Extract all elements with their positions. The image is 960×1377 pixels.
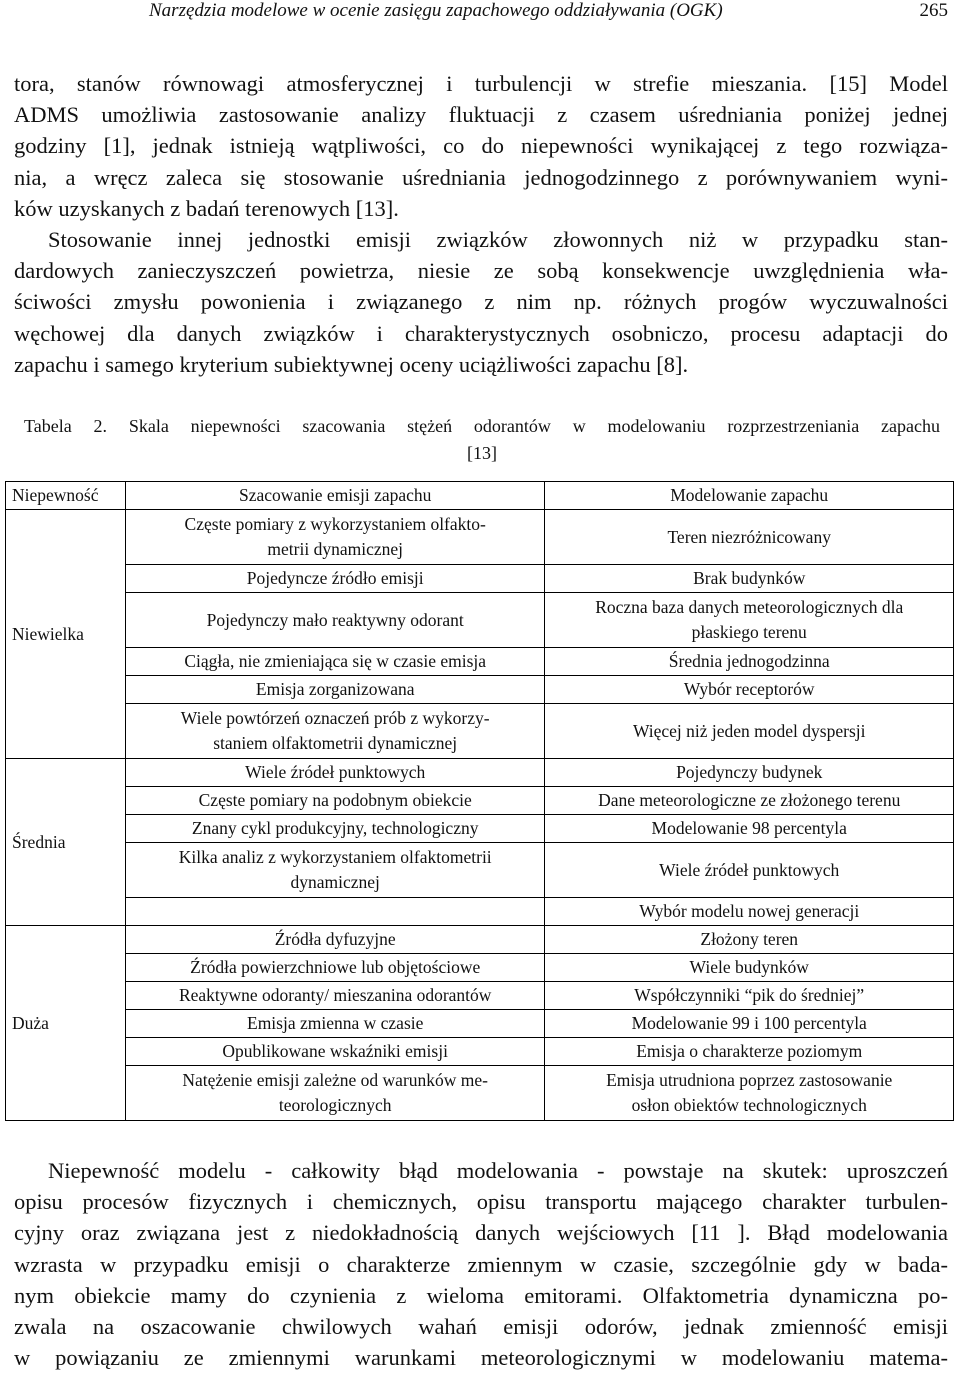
table-row [6, 565, 954, 593]
cell-text: Brak budynków [693, 568, 806, 588]
cell-text: Reaktywne odoranty/ mieszanina odorantów [178, 985, 492, 1005]
table-cell [545, 815, 954, 843]
table-row [6, 704, 954, 759]
table-cell [545, 843, 954, 898]
table-cell [545, 676, 954, 704]
table-row [6, 1010, 954, 1038]
cell-text: Złożony teren [700, 929, 799, 949]
uncertainty-table [5, 481, 954, 1121]
cell-text: Dane meteorologiczne ze złożonego terenu [598, 790, 901, 810]
text-line: ściwości zmysłu powonienia i związanego z nim np. różnych progów wyczuwalności [14, 289, 948, 315]
cell-text: Teren niezróżnicowany [667, 526, 831, 547]
table-cell [545, 565, 954, 593]
cell-text: Pojedynczy budynek [676, 762, 823, 782]
table-cell [545, 954, 954, 982]
text-line: opisu procesów fizycznych i chemicznych, opisu transportu mającego charakter turbulen- [14, 1189, 948, 1215]
level-high: Duża [6, 926, 126, 1121]
table-cell [545, 787, 954, 815]
table-cell [125, 759, 544, 787]
table-cell [545, 926, 954, 954]
cell-text: Modelowanie 99 i 100 percentyla [631, 1013, 867, 1033]
cell-text: Źródła powierzchniowe lub objętościowe [190, 957, 481, 977]
text-line: dardowych zanieczyszczeń powietrza, niesie ze sobą konsekwencje uwzględnienia wła- [14, 258, 948, 284]
table-cell [125, 704, 544, 759]
cell-text: Natężenie emisji zależne od warunków me- teorologicznych [182, 1070, 489, 1115]
cell-text: Pojedynczy mało reaktywny odorant [206, 609, 464, 630]
cell-text: Wiele źródeł punktowych [659, 859, 840, 880]
table-cell [125, 1010, 544, 1038]
cell-text: Średnia jednogodzinna [668, 651, 830, 671]
cell-text: Wiele powtórzeń oznaczeń prób z wykorzy- staniem olfaktometrii dynamicznej [180, 708, 490, 753]
page-number: 265 [919, 0, 948, 21]
table-cell [125, 648, 544, 676]
text-line: ADMS umożliwia zastosowanie analizy fluktuacji z czasem uśredniania poniżej jednej [14, 102, 948, 128]
table-cell [545, 648, 954, 676]
cell-text: Modelowanie 98 percentyla [651, 818, 847, 838]
cell-text: Opublikowane wskaźniki emisji [222, 1041, 448, 1061]
cell-text: Ciągła, nie zmieniająca się w czasie emisja [184, 651, 487, 671]
text-line: tora, stanów równowagi atmosferycznej i turbulencji w strefie mieszania. [15] Model [14, 71, 948, 96]
caption-line-2: [13] [467, 443, 497, 463]
text-line: w powiązaniu ze zmiennymi warunkami meteorologicznymi w modelowaniu matema- [14, 1345, 948, 1371]
table-cell [545, 1038, 954, 1066]
table-cell [125, 954, 544, 982]
table-cell [125, 787, 544, 815]
cell-text: Częste pomiary z wykorzystaniem olfakto- metrii dynamicznej [184, 514, 486, 559]
table-row [6, 1038, 954, 1066]
table-cell [125, 676, 544, 704]
table-cell [125, 815, 544, 843]
table-cell [545, 593, 954, 648]
cell-text: Emisja utrudniona poprzez zastosowanie osłon obiektów technologicznych [606, 1070, 893, 1115]
cell-text: Współczynniki “pik do średniej” [634, 985, 865, 1005]
paragraph-1 [14, 68, 948, 224]
table-cell [545, 759, 954, 787]
cell-text: Emisja zmienna w czasie [247, 1013, 424, 1033]
cell-text: Emisja zorganizowana [255, 679, 415, 699]
level-medium: Średnia [6, 759, 126, 926]
table-cell [545, 1010, 954, 1038]
text-line: Stosowanie innej jednostki emisji związków złowonnych niż w przypadku stan- [48, 227, 948, 252]
table-cell [125, 510, 544, 565]
running-header-title: Narzędzia modelowe w ocenie zasięgu zapachowego oddziaływania (OGK) [149, 0, 723, 21]
header-emission-estimation: Szacowanie emisji zapachu [125, 482, 544, 510]
cell-text: Więcej niż jeden model dyspersji [632, 720, 866, 741]
table-row [6, 648, 954, 676]
running-header [14, 0, 948, 28]
table-row [6, 510, 954, 565]
table-cell [545, 704, 954, 759]
table-cell [125, 843, 544, 898]
text-line: ków uzyskanych z badań terenowych [13]. [14, 195, 399, 221]
cell-text: Wybór receptorów [683, 679, 815, 699]
cell-text: Pojedyncze źródło emisji [246, 568, 424, 588]
text-line: zapachu i samego kryterium subiektywnej oceny uciążliwości zapachu [8]. [14, 351, 689, 377]
cell-text: Kilka analiz z wykorzystaniem olfaktometrii dynamicznej [178, 847, 492, 892]
cell-text: Źródła dyfuzyjne [274, 929, 396, 949]
table-cell [125, 1038, 544, 1066]
table-cell [125, 926, 544, 954]
cell-text: Emisja o charakterze poziomym [636, 1041, 863, 1061]
cell-text: Wybór modelu nowej generacji [639, 901, 860, 921]
text-line: wzrasta w przypadku emisji o charakterze zmiennym w czasie, szczególnie gdy w bada- [14, 1251, 948, 1277]
table-row [6, 787, 954, 815]
table-row [6, 815, 954, 843]
table-row [6, 676, 954, 704]
table-cell [125, 982, 544, 1010]
header-odour-modelling: Modelowanie zapachu [545, 482, 954, 510]
table-cell [125, 1066, 544, 1121]
text-line: godziny [1], jednak istnieją wątpliwości, co do niepewności wynikającej z tego rozwiąza- [14, 133, 948, 159]
table-cell [545, 510, 954, 565]
paragraph-2 [14, 224, 948, 380]
table-header-row [6, 482, 954, 510]
table-row [6, 759, 954, 787]
table-caption [24, 413, 940, 467]
cell-text: Znany cykl produkcyjny, technologiczny [191, 818, 479, 838]
text-line: cyjny oraz związana jest z niedokładnością danych wejściowych [11 ]. Błąd modelowania [14, 1220, 948, 1246]
table-cell [125, 565, 544, 593]
cell-text: Wiele budynków [689, 957, 809, 977]
table-cell [125, 898, 544, 926]
table-cell [545, 898, 954, 926]
text-line: węchowej dla danych związków i charakterystycznych osobniczo, procesu adaptacji do [14, 320, 948, 346]
cell-text: Roczna baza danych meteorologicznych dla płaskiego terenu [595, 597, 904, 642]
caption-line-1: Tabela 2. Skala niepewności szacowania stężeń odorantów w modelowaniu rozprzestrzeniania zapachu [24, 416, 940, 436]
table-cell [545, 982, 954, 1010]
table-row [6, 843, 954, 898]
text-line: zwala na oszacowanie chwilowych wahań emisji odorów, jednak zmienność emisji [14, 1313, 948, 1339]
table-cell [125, 593, 544, 648]
text-line: nia, a wręcz zaleca się stosowanie uśredniania jednogodzinnego z porównywaniem wyni- [14, 164, 948, 190]
text-line: Niepewność modelu - całkowity błąd modelowania - powstaje na skutek: uproszczeń [48, 1158, 948, 1183]
header-uncertainty: Niepewność [6, 482, 126, 510]
table-row [6, 954, 954, 982]
table-cell [545, 1066, 954, 1121]
cell-text: Wiele źródeł punktowych [245, 762, 426, 782]
table-row [6, 593, 954, 648]
level-low: Niewielka [6, 510, 126, 759]
table-row [6, 982, 954, 1010]
table-row [6, 1066, 954, 1121]
cell-text: Częste pomiary na podobnym obiekcie [198, 790, 472, 810]
table-row [6, 926, 954, 954]
table-row [6, 898, 954, 926]
paragraph-3 [14, 1155, 948, 1373]
text-line: nym obiekcie mamy do czynienia z wieloma emitorami. Olfaktometria dynamiczna po- [14, 1282, 948, 1308]
